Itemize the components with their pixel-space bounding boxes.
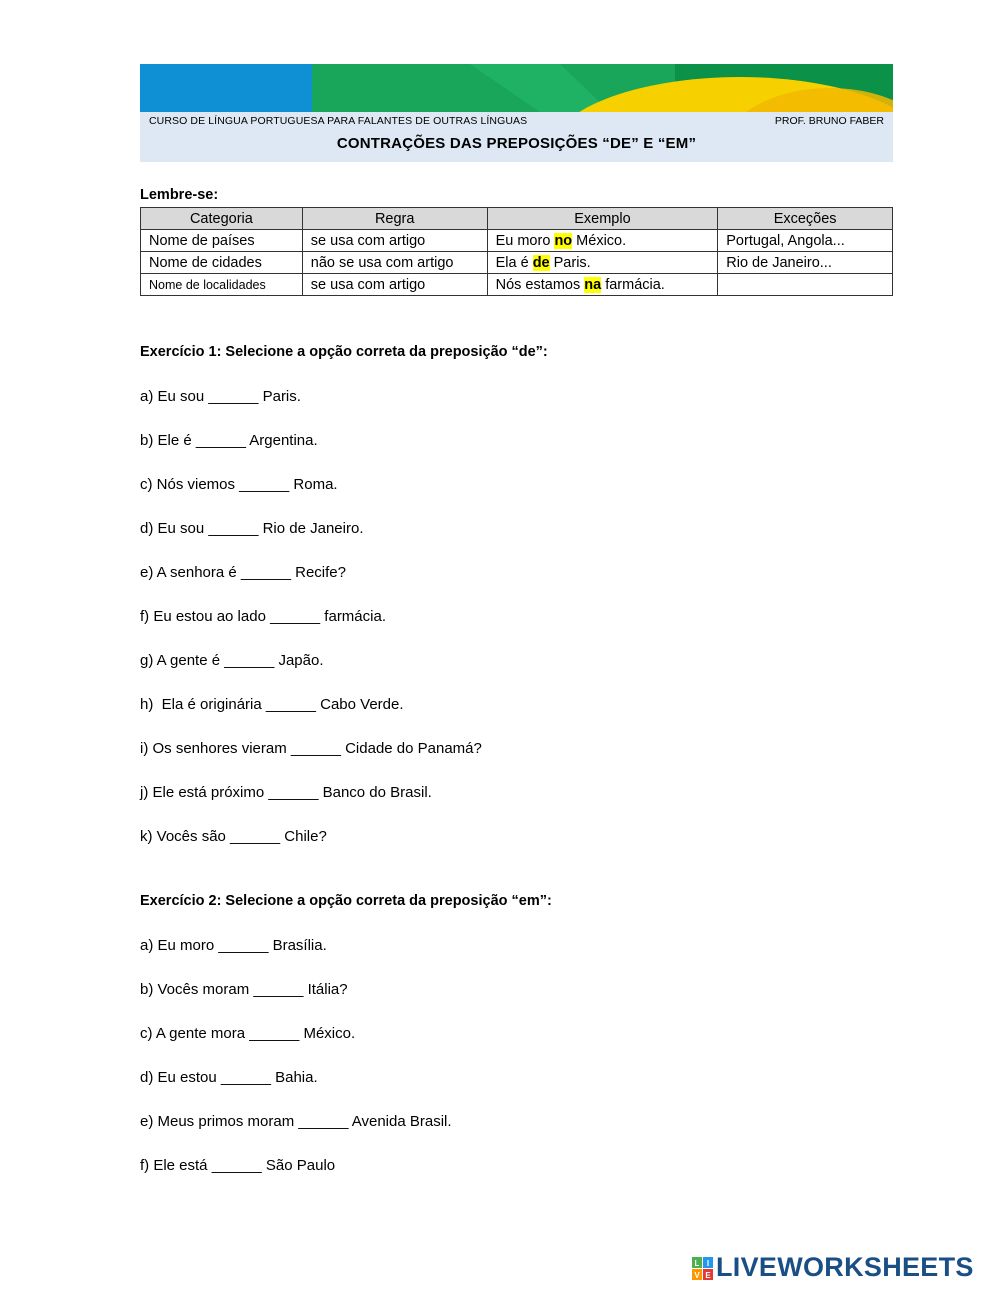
- table-row: [141, 252, 893, 274]
- cell-example: [487, 274, 718, 296]
- exercise-2-item-e: e) Meus primos moram ______ Avenida Brasil.: [140, 1113, 452, 1130]
- cell-example: [487, 230, 718, 252]
- logo-text: LIVEWORKSHEETS: [716, 1252, 974, 1282]
- exercise-2-title: Exercício 2: Selecione a opção correta da preposição “em”:: [140, 893, 552, 909]
- cell-category: Nome de cidades: [141, 252, 303, 274]
- header-category: Categoria: [141, 208, 303, 230]
- highlighted-contraction: na: [584, 276, 602, 293]
- rules-table: [140, 207, 893, 296]
- header-banner: [140, 64, 893, 112]
- exercise-1-item-g: g) A gente é ______ Japão.: [140, 652, 324, 669]
- highlighted-contraction: de: [532, 254, 550, 271]
- exercise-2-item-d: d) Eu estou ______ Bahia.: [140, 1069, 318, 1086]
- exercise-1-item-i: i) Os senhores vieram ______ Cidade do Panamá?: [140, 740, 482, 757]
- example-text: farmácia.: [601, 276, 665, 293]
- svg-text:V: V: [694, 1271, 700, 1280]
- page-title: CONTRAÇÕES DAS PREPOSIÇÕES “DE” E “EM”: [336, 135, 697, 152]
- cell-exceptions: Rio de Janeiro...: [718, 252, 893, 274]
- exercise-1-item-d: d) Eu sou ______ Rio de Janeiro.: [140, 520, 364, 537]
- exercise-1-item-c: c) Nós viemos ______ Roma.: [140, 476, 338, 493]
- exercise-2-item-c: c) A gente mora ______ México.: [140, 1025, 356, 1042]
- exercise-2-item-b: b) Vocês moram ______ Itália?: [140, 981, 348, 998]
- header-box: [140, 112, 893, 162]
- exercise-2-item-f: f) Ele está ______ São Paulo: [140, 1157, 336, 1174]
- exercise-1-item-f: f) Eu estou ao lado ______ farmácia.: [140, 608, 386, 625]
- example-text: México.: [572, 232, 627, 249]
- cell-exceptions: Portugal, Angola...: [718, 230, 893, 252]
- cell-example: [487, 252, 718, 274]
- cell-category: Nome de localidades: [141, 274, 303, 296]
- cell-rule: não se usa com artigo: [302, 252, 487, 274]
- svg-text:I: I: [706, 1259, 710, 1268]
- professor-name: PROF. BRUNO FABER: [774, 115, 884, 127]
- example-text: Ela é: [495, 254, 533, 271]
- example-text: Nós estamos: [495, 276, 585, 293]
- table-header-row: [141, 208, 893, 230]
- exercise-1-item-j: j) Ele está próximo ______ Banco do Brasil.: [140, 784, 432, 801]
- remember-label: Lembre-se:: [140, 187, 219, 203]
- course-name: CURSO DE LÍNGUA PORTUGUESA PARA FALANTES DE OUTRAS LÍNGUAS: [149, 115, 528, 127]
- cell-category: Nome de países: [141, 230, 303, 252]
- svg-text:E: E: [705, 1271, 711, 1280]
- exercise-2-item-a: a) Eu moro ______ Brasília.: [140, 937, 327, 954]
- live-blocks-icon: [692, 1257, 714, 1281]
- liveworksheets-logo: [692, 1252, 992, 1286]
- exercise-1-item-k: k) Vocês são ______ Chile?: [140, 828, 327, 845]
- cell-rule: se usa com artigo: [302, 230, 487, 252]
- exercise-1-item-h: h) Ela é originária ______ Cabo Verde.: [140, 696, 404, 713]
- svg-text:L: L: [694, 1259, 700, 1268]
- header-rule: Regra: [302, 208, 487, 230]
- exercise-1-title: Exercício 1: Selecione a opção correta da preposição “de”:: [140, 344, 548, 360]
- highlighted-contraction: no: [554, 232, 573, 249]
- example-text: Eu moro: [495, 232, 555, 249]
- header-example: Exemplo: [487, 208, 718, 230]
- header-exceptions: Exceções: [718, 208, 893, 230]
- table-row: [141, 274, 893, 296]
- example-text: Paris.: [549, 254, 591, 271]
- exercise-1-item-b: b) Ele é ______ Argentina.: [140, 432, 318, 449]
- cell-rule: se usa com artigo: [302, 274, 487, 296]
- exercise-1-item-a: a) Eu sou ______ Paris.: [140, 388, 301, 405]
- exercise-1-item-e: e) A senhora é ______ Recife?: [140, 564, 346, 581]
- cell-exceptions: [718, 274, 893, 296]
- table-row: [141, 230, 893, 252]
